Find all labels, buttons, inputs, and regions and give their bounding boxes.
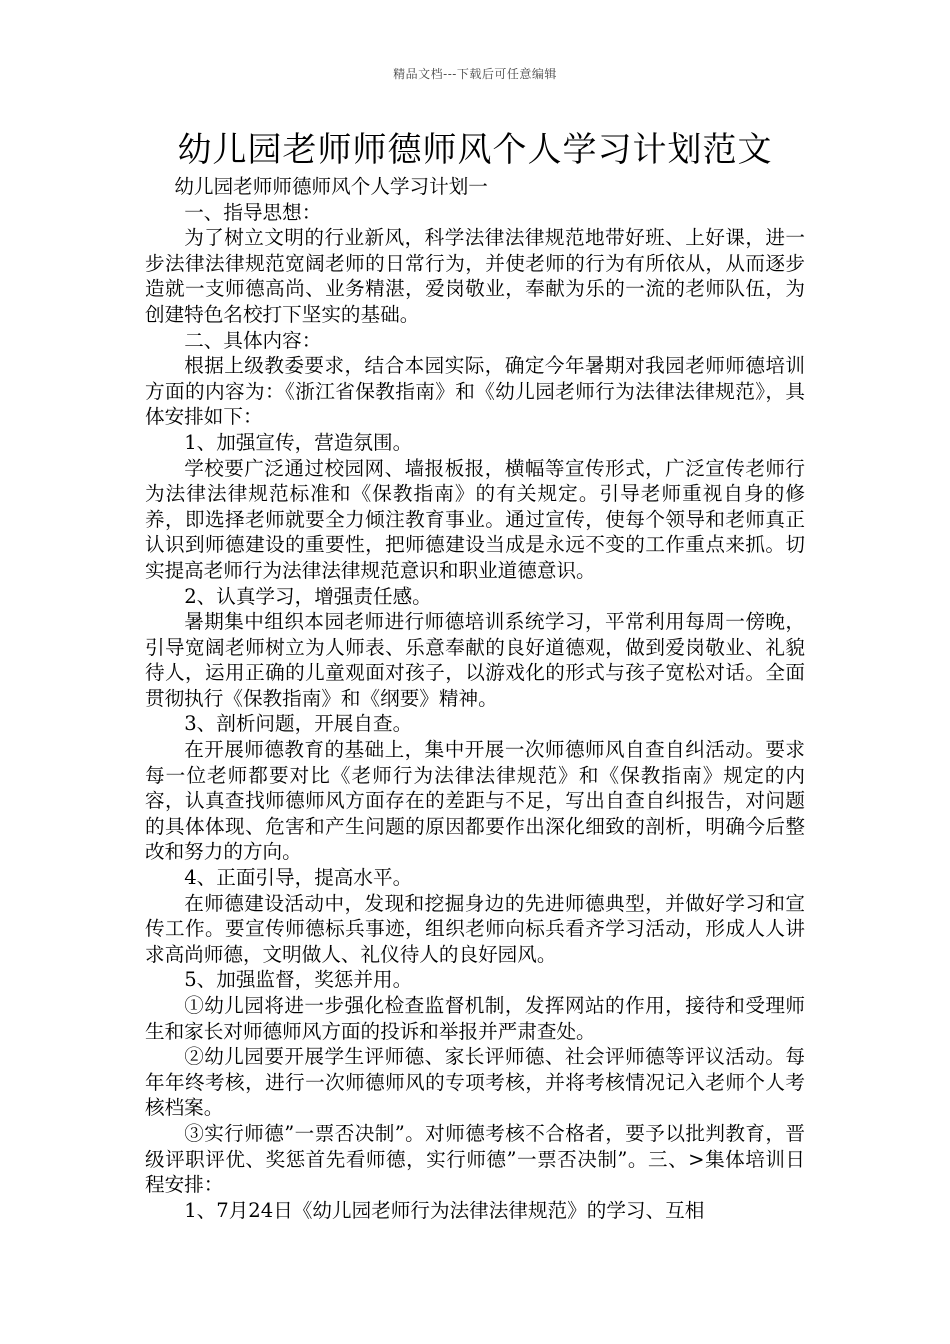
- item-heading-4: 4、正面引导，提高水平。: [184, 866, 413, 890]
- item-heading-2: 2、认真学习，增强责任感。: [184, 584, 432, 608]
- paragraph: ②幼儿园要开展学生评师德、家长评师德、社会评师德等评议活动。每年年终考核，进行一次师德师风的专项考核，并将考核情况记入老师个人考核档案。: [145, 1045, 805, 1120]
- document-subtitle: 幼儿园老师师德师风个人学习计划一: [174, 175, 488, 198]
- paragraph: 学校要广泛通过校园网、墙报板报，横幅等宣传形式，广泛宣传老师行为法律法律规范标准和《保教指南》的有关规定。引导老师重视自身的修养，即选择老师就要全力倾注教育事业。通过宣传，使每个领导和老师真正认识到师德建设的重要性，把师德建设当成是永远不变的工作重点来抓。切实提高老师行为法律法律规范意识和职业道德意识。: [145, 456, 805, 582]
- paragraph: 在开展师德教育的基础上，集中开展一次师德师风自查自纠活动。要求每一位老师都要对比《老师行为法律法律规范》和《保教指南》规定的内容，认真查找师德师风方面存在的差距与不足，写出自查自纠报告，对问题的具体体现、危害和产生问题的原因都要作出深化细致的剖析，明确今后整改和努力的方向。: [145, 738, 805, 864]
- item-heading-5: 5、加强监督，奖惩并用。: [184, 968, 413, 992]
- header-note: 精品文档---下载后可任意编辑: [393, 67, 557, 81]
- paragraph: 在师德建设活动中，发现和挖掘身边的先进师德典型，并做好学习和宣传工作。要宣传师德标兵事迹，组织老师向标兵看齐学习活动，形成人人讲求高尚师德，文明做人、礼仪待人的良好园风。: [145, 891, 805, 966]
- section-heading-specific-content: 二、具体内容：: [184, 328, 322, 352]
- paragraph: 暑期集中组织本园老师进行师德培训系统学习，平常利用每周一傍晚，引导宽阔老师树立为人师表、乐意奉献的良好道德观，做到爱岗敬业、礼貌待人，运用正确的儿童观面对孩子，以游戏化的形式与孩子宽松对话。全面贯彻执行《保教指南》和《纲要》精神。: [145, 610, 805, 710]
- paragraph: 根据上级教委要求，结合本园实际，确定今年暑期对我园老师师德培训方面的内容为：《浙江省保教指南》和《幼儿园老师行为法律法律规范》，具体安排如下：: [145, 354, 805, 429]
- section-heading-guiding-ideology: 一、指导思想：: [184, 200, 322, 224]
- paragraph: 为了树立文明的行业新风，科学法律法律规范地带好班、上好课，进一步法律法律规范宽阔老师的日常行为，并使老师的行为有所依从，从而逐步造就一支师德高尚、业务精湛，爱岗敬业，奉献为乐的一流的老师队伍，为创建特色名校打下坚实的基础。: [145, 226, 805, 326]
- document-body: [145, 174, 805, 1223]
- document-title: 幼儿园老师师德师风个人学习计划范文: [177, 130, 773, 170]
- item-heading-3: 3、剖析问题，开展自查。: [184, 712, 413, 736]
- paragraph: ①幼儿园将进一步强化检查监督机制，发挥网站的作用，接待和受理师生和家长对师德师风方面的投诉和举报并严肃查处。: [145, 994, 805, 1043]
- item-heading-1: 1、加强宣传，营造氛围。: [184, 430, 413, 454]
- paragraph: 1、7月24日《幼儿园老师行为法律法律规范》的学习、互相: [184, 1198, 705, 1222]
- paragraph: ③实行师德”一票否决制”。对师德考核不合格者，要予以批判教育，晋级评职评优、奖惩首先看师德，实行师德”一票否决制”。三、>集体培训日程安排：: [145, 1121, 805, 1197]
